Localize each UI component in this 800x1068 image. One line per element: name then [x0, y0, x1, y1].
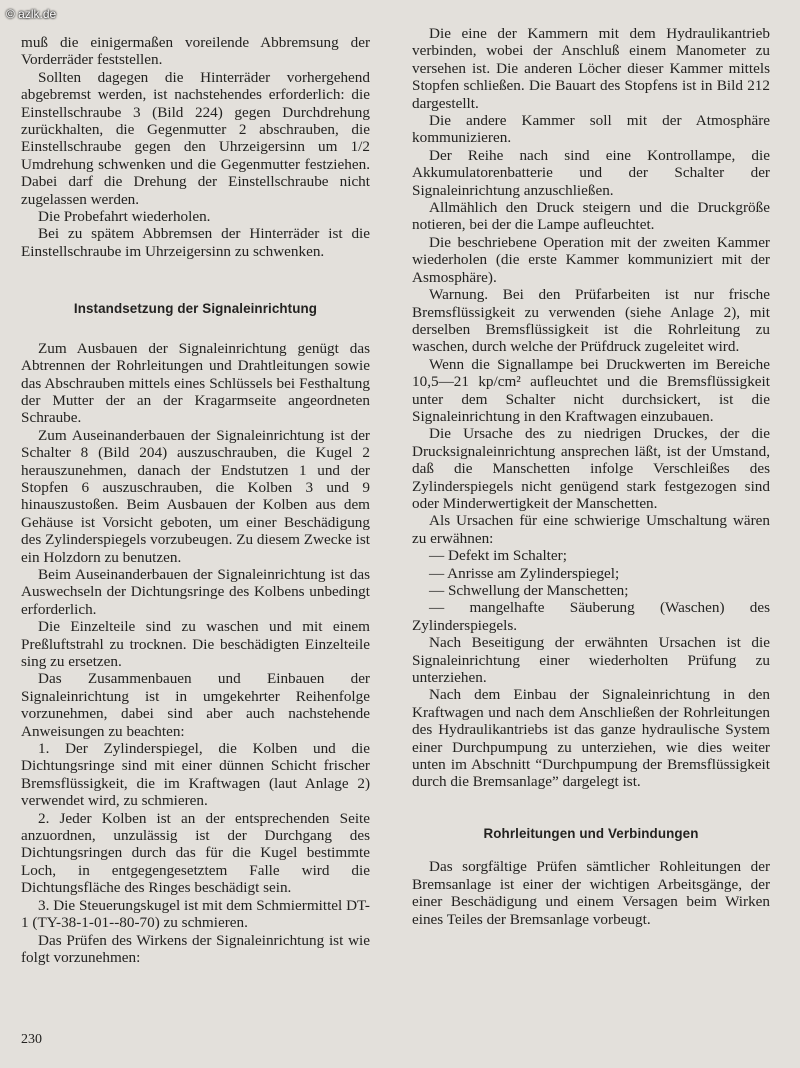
watermark-text: © azlk.de	[6, 7, 57, 21]
cause-list	[412, 547, 770, 634]
section-heading: Rohrleitungen und Verbindungen	[483, 825, 699, 841]
paragraph: Nach dem Einbau der Signaleinrichtung in den Kraftwagen und nach dem Anschließen der Rohrleitungen des Hydraulikantriebs ist das ganze hydraulische System einer Durchpumpung zu unterziehen, wie dies weiter unten im Abschnitt “Durchpumpung der Bremsflüssigkeit durch die Bremsanlage” dargelegt ist.	[412, 686, 770, 791]
paragraph: Das Prüfen des Wirkens der Signaleinrichtung ist wie folgt vorzunehmen:	[21, 931, 370, 966]
paragraph: Allmählich den Druck steigern und die Druckgröße notieren, bei der die Lampe aufleuchtet.	[412, 199, 770, 234]
list-item: — Anrisse am Zylinderspiegel;	[429, 564, 620, 582]
paragraph: Das Zusammenbauen und Einbauen der Signaleinrichtung ist in umgekehrter Reihenfolge vorzunehmen, dabei sind aber auch nachstehende Anweisungen zu beachten:	[21, 670, 370, 740]
paragraph: Die beschriebene Operation mit der zweiten Kammer wiederholen (die erste Kammer kommuniziert mit der Asmosphäre).	[412, 233, 770, 286]
paragraph: 1. Der Zylinderspiegel, die Kolben und die Dichtungsringe sind mit einer dünnen Schicht frischer Bremsflüssigkeit, die im Kraftwagen (laut Anlage 2) verwendet wird, zu schmieren.	[21, 740, 370, 810]
left-column	[21, 34, 370, 966]
paragraph: Die Probefahrt wiederholen.	[38, 208, 211, 226]
page-number: 230	[21, 1032, 42, 1047]
paragraph: Das sorgfältige Prüfen sämtlicher Rohleitungen der Bremsanlage ist einer der wichtigen Arbeitsgänge, der einer Beschädigung und einem Versagen beim Wirken eines Teiles der Bremsanlage vorbeugt.	[412, 858, 770, 928]
right-column	[412, 25, 770, 928]
paragraph: Wenn die Signallampe bei Druckwerten im Bereiche 10,5—21 kp/cm² aufleuchtet und die Bremsflüssigkeit unter dem Schalter nicht durchsickert, ist die Signaleinrichtung in den Kraftwagen einzubauen.	[412, 355, 770, 425]
paragraph: Die Einzelteile sind zu waschen und mit einem Preßluftstrahl zu trocknen. Die beschädigten Einzelteile sing zu ersetzen.	[21, 618, 370, 670]
paragraph: Die eine der Kammern mit dem Hydraulikantrieb verbinden, wobei der Anschluß einem Manometer zu versehen ist. Die anderen Löcher dieser Kammer mittels Stopfen schließen. Die Bauart des Stopfens ist in Bild 212 dargestellt.	[412, 25, 770, 112]
paragraph: Bei zu spätem Abbremsen der Hinterräder ist die Einstellschraube im Uhrzeigersinn zu schwenken.	[21, 225, 370, 260]
paragraph: Nach Beseitigung der erwähnten Ursachen ist die Signaleinrichtung einer wiederholten Prüfung zu unterziehen.	[412, 634, 770, 687]
paragraph: 3. Die Steuerungskugel ist mit dem Schmiermittel DT-1 (TY-38-1-01--80-70) zu schmieren.	[21, 896, 370, 932]
section-heading: Instandsetzung der Signaleinrichtung	[73, 301, 318, 317]
list-item: — Defekt im Schalter;	[429, 547, 567, 565]
paragraph: Sollten dagegen die Hinterräder vorhergehend abgebremst werden, ist nachstehendes erforderlich: die Einstellschraube 3 (Bild 224) gegen Durchdrehung zurückhalten, die Gegenmutter 2 abschrauben, die Einstellschraube gegen den Uhrzeigersinn um 1/2 Umdrehung schwenken und die Gegenmutter festziehen. Dabei darf die Drehung der Einstellschraube nicht zugelassen werden.	[21, 68, 370, 208]
paragraph: Die andere Kammer soll mit der Atmosphäre kommunizieren.	[412, 112, 770, 147]
paragraph: Der Reihe nach sind eine Kontrollampe, die Akkumulatorenbatterie und der Schalter der Signaleinrichtung anzuschließen.	[412, 146, 770, 199]
paragraph: Als Ursachen für eine schwierige Umschaltung wären zu erwähnen:	[412, 512, 770, 547]
paragraph: Beim Auseinanderbauen der Signaleinrichtung ist das Auswechseln der Dichtungsringe des Kolbens unbedingt erforderlich.	[21, 565, 370, 618]
list-item: — mangelhafte Säuberung (Waschen) des Zylinderspiegels.	[412, 599, 770, 634]
paragraph: muß die einigermaßen voreilende Abbremsung der Vorderräder feststellen.	[21, 34, 370, 69]
paragraph: Warnung. Bei den Prüfarbeiten ist nur frische Bremsflüssigkeit zu verwenden (siehe Anlage 2), mit derselben Bremsflüssigkeit ist die Rohrleitung zu waschen, durch welche der Prüfdruck zugeleitet wird.	[412, 286, 770, 356]
paragraph: Zum Auseinanderbauen der Signaleinrichtung ist der Schalter 8 (Bild 204) auszuschrauben, die Kugel 2 herauszunehmen, danach der Endstutzen 1 und der Stopfen 6 auszuschrauben, die Kolben 3 und 9 hinauszustoßen. Beim Ausbauen der Kolben aus dem Gehäuse ist Vorsicht geboten, um einer Beschädigung des Zylinderspiegels vorzubeugen. Zu diesem Zwecke ist ein Holzdorn zu benutzen.	[21, 426, 370, 566]
paragraph: Zum Ausbauen der Signaleinrichtung genügt das Abtrennen der Rohrleitungen und Drahtleitungen sowie das Abschrauben mittels eines Schlüssels bei Festhaltung der Mutter der an der Kragarmseite angeordneten Schraube.	[21, 339, 370, 427]
paragraph: 2. Jeder Kolben ist an der entsprechenden Seite anzuordnen, unzulässig ist der Durchgang des Dichtungsringen durch das für die Kugel bestimmte Loch, in entgegengesetztem Falle wird die Dichtungsfläche des Ringes beschädigt sein.	[21, 809, 370, 897]
paragraph: Die Ursache des zu niedrigen Druckes, der die Drucksignaleinrichtung ansprechen läßt, ist der Umstand, daß die Manschetten infolge Verschleißes des Zylinderspiegels nicht genügend stark festgezogen sind oder Minderwertigkeit der Manschetten.	[412, 425, 770, 512]
list-item: — Schwellung der Manschetten;	[429, 582, 629, 599]
